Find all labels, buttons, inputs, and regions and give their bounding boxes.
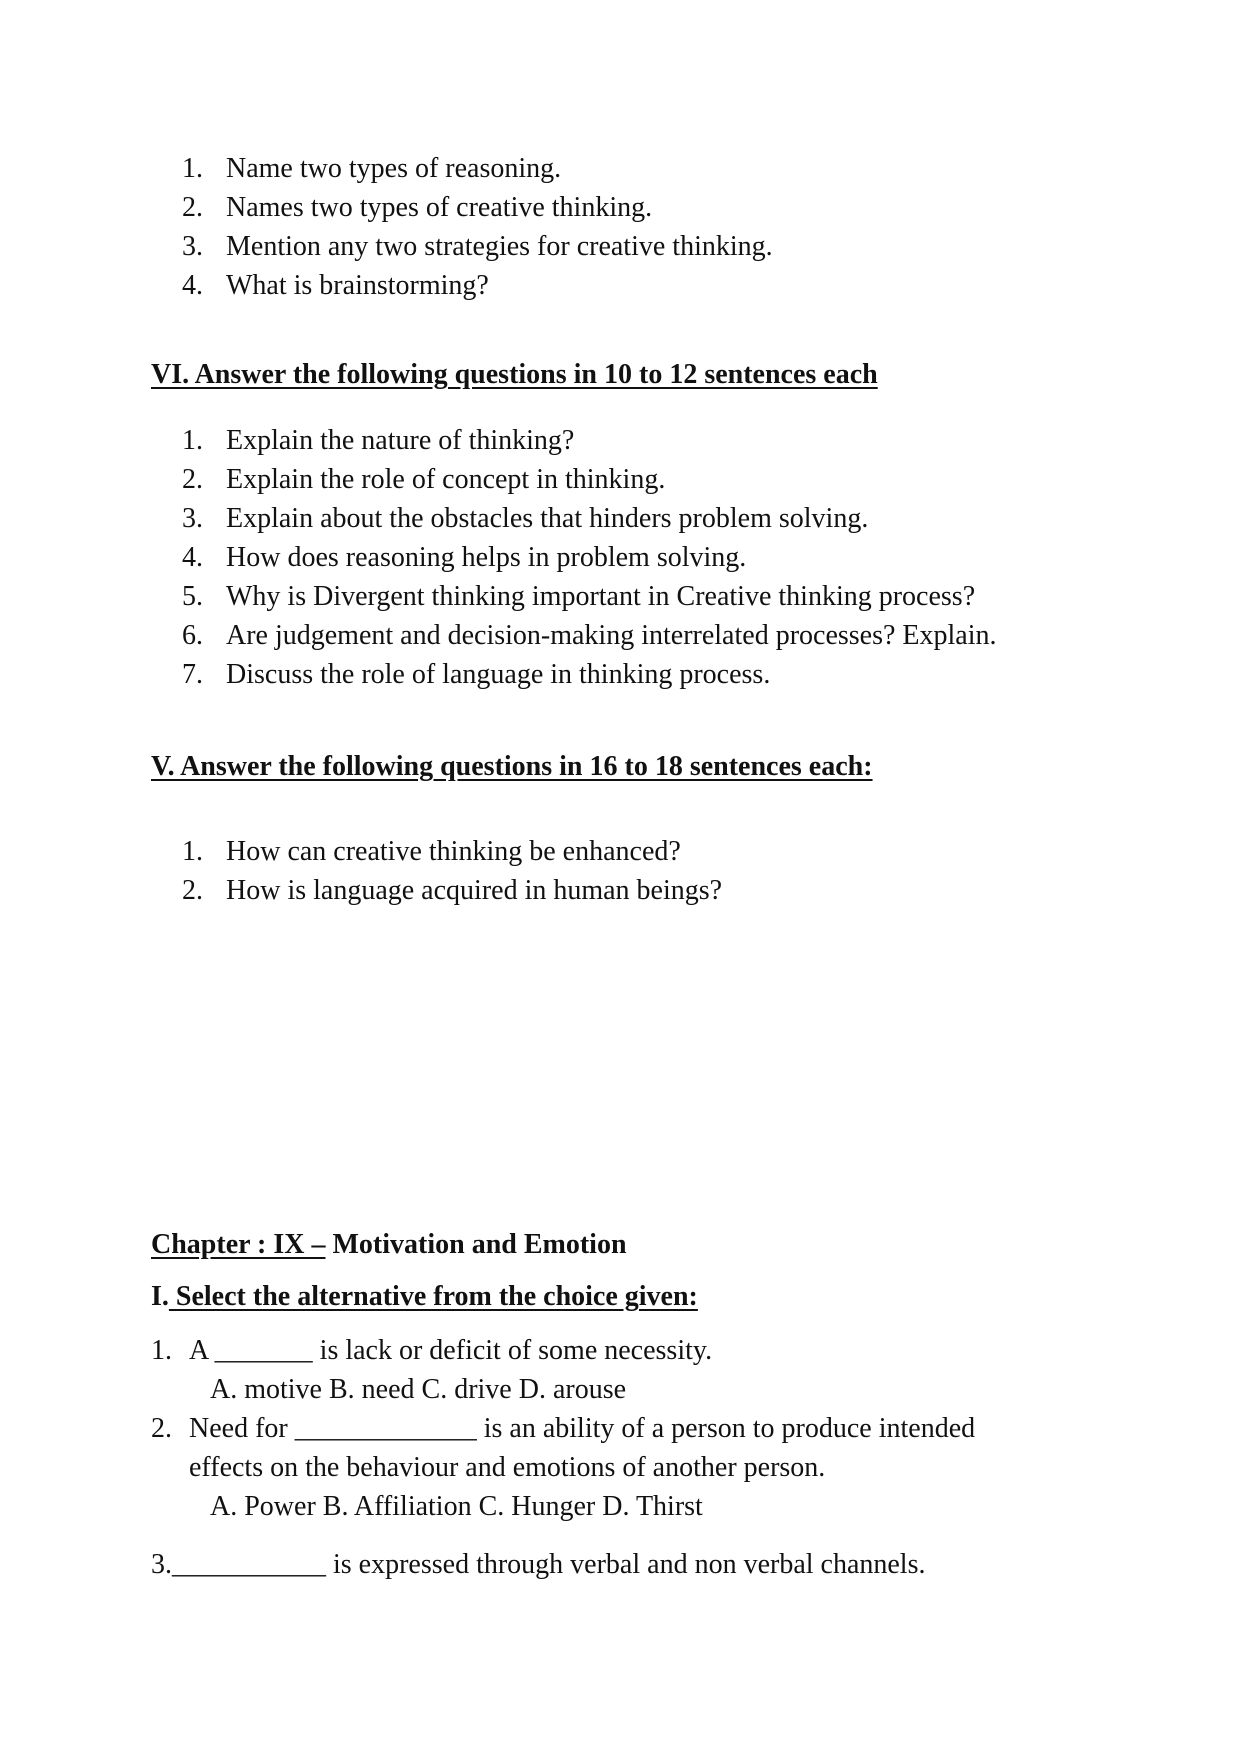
item-number: 2.	[182, 875, 203, 906]
item-text: How does reasoning helps in problem solving.	[226, 542, 747, 573]
item-text: Discuss the role of language in thinking process.	[226, 659, 771, 690]
item-text: Name two types of reasoning.	[226, 153, 562, 184]
chapter-heading	[151, 1225, 627, 1264]
item-text: How is language acquired in human beings?	[226, 875, 723, 906]
item-number: 5.	[182, 581, 203, 612]
item-number: 3.	[182, 503, 203, 534]
section-i-title: Select the alternative from the choice given:	[168, 1281, 698, 1312]
item-text: Names two types of creative thinking.	[226, 192, 653, 223]
section-v-heading: V. Answer the following questions in 16 to 18 sentences each:	[151, 751, 873, 782]
item-text: Are judgement and decision-making interrelated processes? Explain.	[226, 620, 997, 651]
item-text: What is brainstorming?	[226, 270, 489, 301]
item-number: 1.	[182, 425, 203, 456]
item-text: How can creative thinking be enhanced?	[226, 836, 681, 867]
list-item	[182, 538, 997, 577]
list-item	[182, 871, 722, 910]
list-item	[182, 832, 722, 871]
item-number: 4.	[182, 270, 203, 301]
mcq-question: Need for _____________ is an ability of a person to produce intended	[189, 1413, 976, 1444]
mcq-options: A. Power B. Affiliation C. Hunger D. Thirst	[210, 1491, 703, 1522]
chapter-title: Motivation and Emotion	[325, 1229, 627, 1260]
item-number: 4.	[182, 542, 203, 573]
list-item	[182, 188, 773, 227]
list-item	[182, 499, 997, 538]
list-item	[182, 149, 773, 188]
mcq-question-continued: effects on the behaviour and emotions of another person.	[189, 1452, 826, 1483]
list-item	[182, 655, 997, 694]
item-number: 2.	[182, 464, 203, 495]
item-text: Explain the role of concept in thinking.	[226, 464, 666, 495]
section-i-heading	[151, 1277, 698, 1316]
section-v-list	[182, 832, 722, 910]
mcq-question: 3.___________ is expressed through verbal and non verbal channels.	[151, 1549, 926, 1580]
item-number: 2.	[182, 192, 203, 223]
list-item	[182, 421, 997, 460]
list-item	[182, 227, 773, 266]
section-vi-heading: VI. Answer the following questions in 10 to 12 sentences each	[151, 359, 878, 390]
item-text: Why is Divergent thinking important in Creative thinking process?	[226, 581, 976, 612]
item-number: 3.	[182, 231, 203, 262]
mcq-options: A. motive B. need C. drive D. arouse	[210, 1374, 627, 1405]
item-text: Explain the nature of thinking?	[226, 425, 575, 456]
mcq-number: 2.	[151, 1413, 172, 1444]
list-item	[182, 460, 997, 499]
item-number: 1.	[182, 836, 203, 867]
item-text: Mention any two strategies for creative thinking.	[226, 231, 773, 262]
mcq-question: A _______ is lack or deficit of some necessity.	[189, 1335, 713, 1366]
section-vi-list	[182, 421, 997, 694]
item-number: 6.	[182, 620, 203, 651]
item-number: 1.	[182, 153, 203, 184]
item-text: Explain about the obstacles that hinders problem solving.	[226, 503, 869, 534]
list-item	[182, 616, 997, 655]
section-i-prefix: I.	[151, 1281, 169, 1312]
item-number: 7.	[182, 659, 203, 690]
mcq-number: 1.	[151, 1335, 172, 1366]
short-answer-list	[182, 149, 773, 305]
chapter-label: Chapter : IX –	[151, 1229, 326, 1260]
list-item	[182, 577, 997, 616]
list-item	[182, 266, 773, 305]
